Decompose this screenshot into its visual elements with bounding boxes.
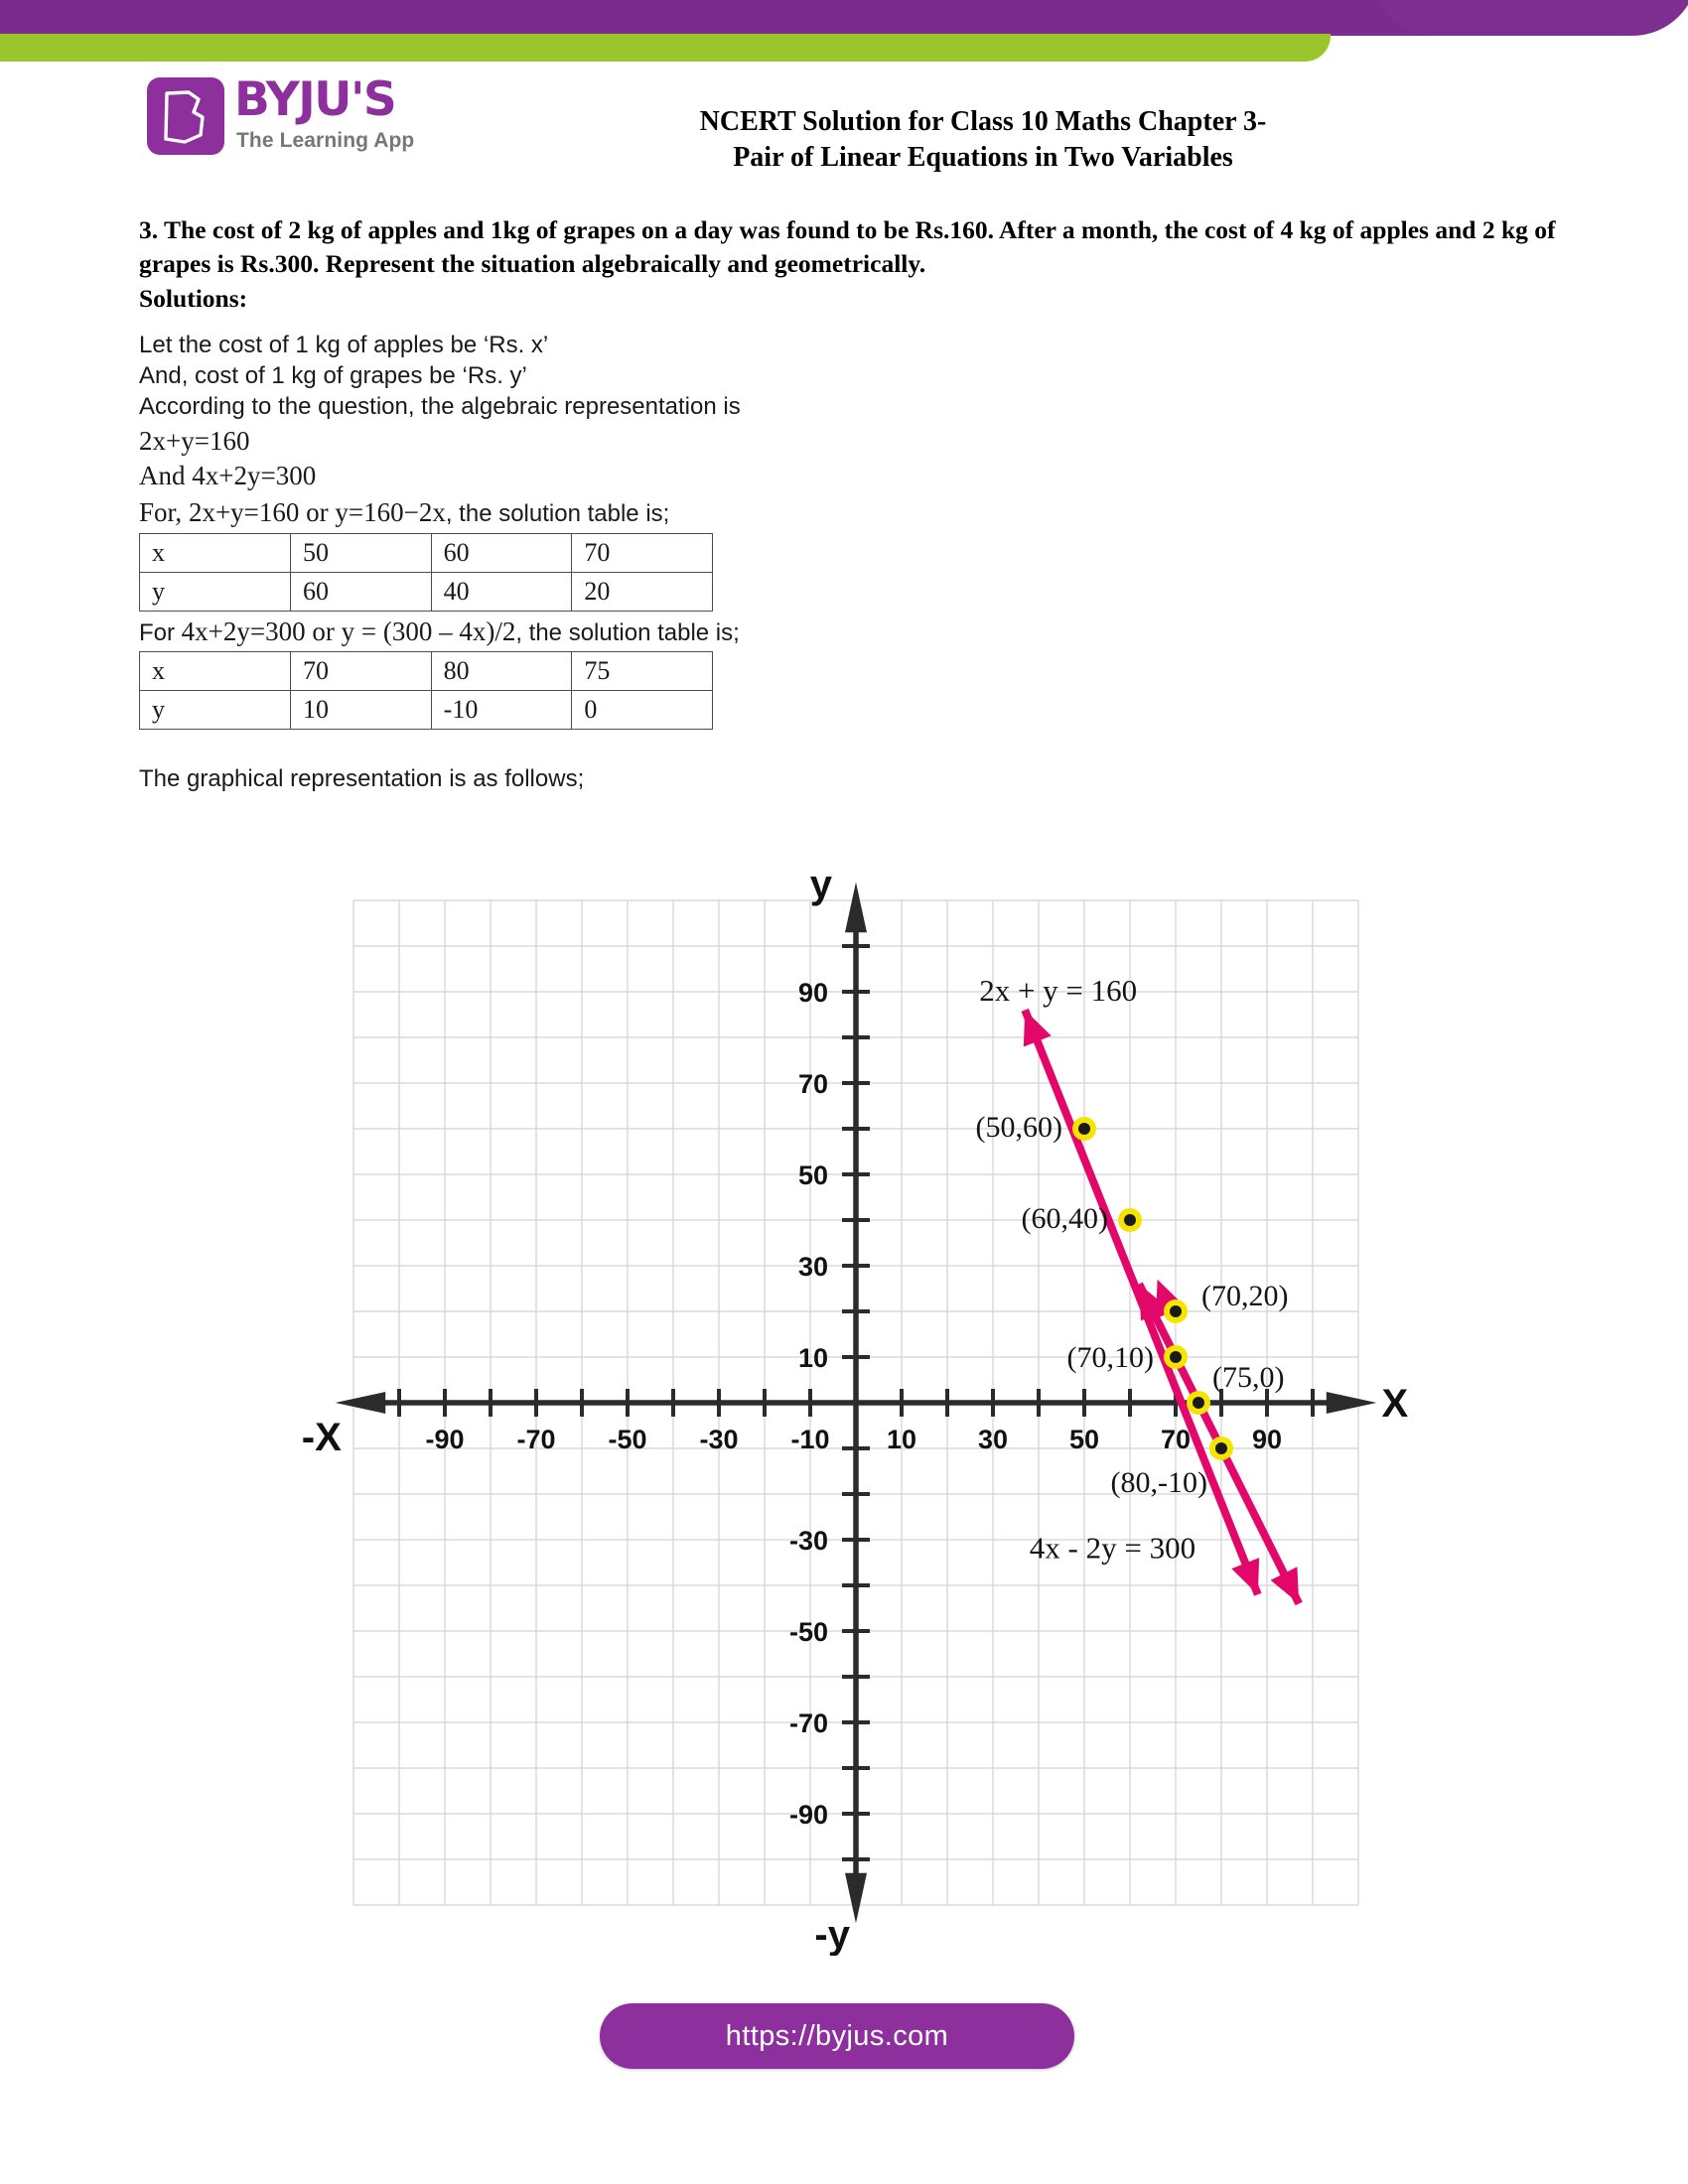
- table-1-row-0-label: x: [140, 533, 291, 572]
- solutions-heading: Solutions:: [139, 284, 248, 314]
- table-1-row-1-label: y: [140, 572, 291, 611]
- header-purple-band: [0, 0, 1579, 36]
- series-1-equation-label: 4x - 2y = 300: [1029, 1530, 1196, 1566]
- x-axis-arrow-left: [336, 1392, 386, 1414]
- y-axis-negative-label: -y: [814, 1912, 850, 1956]
- table-2-intro-b: 4x+2y=300 or y = (300 – 4x)/2: [181, 615, 516, 646]
- x-axis-negative-label: -X: [301, 1416, 342, 1459]
- x-tick-label: -70: [516, 1425, 556, 1454]
- graph-caption: The graphical representation is as follows;: [139, 764, 585, 792]
- y-axis-positive-label: y: [809, 862, 832, 906]
- table-row: [140, 572, 713, 611]
- y-tick-label: 50: [797, 1160, 828, 1190]
- solution-table-1: [139, 533, 713, 612]
- x-tick-label: -50: [608, 1425, 647, 1454]
- byjus-url-button[interactable]: https://byjus.com: [600, 2003, 1074, 2069]
- series-0-line-arrow-end: [1231, 1558, 1259, 1594]
- table-2-row-0-cell-0: 70: [291, 651, 432, 690]
- page-title-line-2: Pair of Linear Equations in Two Variables: [733, 141, 1233, 173]
- table-2-row-1-cell-2: 0: [572, 690, 713, 729]
- y-tick-label: 10: [797, 1343, 828, 1373]
- x-tick-label: 70: [1160, 1425, 1192, 1454]
- solution-content: [139, 213, 1559, 793]
- table-1-intro-c: , the solution table is;: [445, 500, 670, 528]
- table-1-intro-b: 2x+y=160 or y=160−2x: [188, 497, 446, 528]
- table-row: [140, 651, 713, 690]
- point-label-50-60: (50,60): [975, 1111, 1062, 1144]
- table-2-intro-a: For: [139, 618, 182, 646]
- x-tick-label: 10: [886, 1425, 917, 1454]
- y-tick-label: 70: [797, 1069, 828, 1099]
- series-0-line-arrow-start: [1024, 1010, 1052, 1046]
- logo-mark-icon: [147, 77, 224, 155]
- data-point: [1193, 1397, 1204, 1409]
- table-1-row-1-cell-1: 40: [431, 572, 572, 611]
- table-2-intro: [139, 614, 1559, 648]
- graph-svg: [268, 834, 1440, 1956]
- table-1-row-0-cell-0: 50: [291, 533, 432, 572]
- x-tick-label: 30: [977, 1425, 1009, 1454]
- equation-2: And 4x+2y=300: [139, 461, 317, 490]
- solution-line-3: According to the question, the algebraic representation is: [139, 393, 741, 421]
- table-2-row-0-label: x: [140, 651, 291, 690]
- table-1-row-0-cell-2: 70: [572, 533, 713, 572]
- solution-line-1: Let the cost of 1 kg of apples be ‘Rs. x’: [139, 331, 549, 358]
- equation-1: 2x+y=160: [139, 425, 250, 456]
- table-1-row-1-cell-0: 60: [291, 572, 432, 611]
- y-tick-label: -70: [788, 1708, 828, 1738]
- solution-line-2: And, cost of 1 kg of grapes be ‘Rs. y’: [139, 362, 527, 390]
- x-tick-label: -30: [699, 1425, 739, 1454]
- series-0-equation-label: 2x + y = 160: [979, 973, 1138, 1009]
- table-2-intro-c: , the solution table is;: [515, 618, 740, 646]
- table-2-row-1-cell-1: -10: [431, 690, 572, 729]
- x-tick-label: -10: [790, 1425, 830, 1454]
- table-2-row-0-cell-1: 80: [431, 651, 572, 690]
- point-label-70-10: (70,10): [1066, 1341, 1154, 1374]
- point-label-80-minus10: (80,-10): [1110, 1466, 1207, 1499]
- axes: [336, 883, 1377, 1924]
- x-tick-label: -90: [425, 1425, 465, 1454]
- page-title: [606, 104, 1360, 176]
- header-purple-band-right: [1370, 0, 1688, 36]
- x-axis-arrow-right: [1327, 1392, 1377, 1414]
- table-2-row-1-cell-0: 10: [291, 690, 432, 729]
- logo-tagline: The Learning App: [236, 129, 415, 152]
- header-green-band: [0, 34, 1331, 62]
- y-tick-label: -90: [788, 1800, 828, 1830]
- header-decoration: [0, 0, 1688, 69]
- data-point: [1215, 1442, 1227, 1454]
- x-tick-label: 50: [1068, 1425, 1100, 1454]
- question-text: 3. The cost of 2 kg of apples and 1kg of grapes on a day was found to be Rs.160. After a month, the cost of 4 kg of apples and 2 kg of grapes is Rs.300. Represent the situation algebraically and geometrically.: [139, 215, 1556, 278]
- table-1-intro-a: For,: [139, 497, 189, 528]
- logo-wordmark: BYJU'S: [234, 72, 396, 127]
- table-2-row-0-cell-2: 75: [572, 651, 713, 690]
- table-row: [140, 533, 713, 572]
- solution-table-2: [139, 651, 713, 730]
- table-1-row-1-cell-2: 20: [572, 572, 713, 611]
- data-point: [1170, 1305, 1182, 1317]
- y-tick-label: -30: [788, 1526, 828, 1556]
- data-point: [1078, 1123, 1090, 1135]
- x-axis-positive-label: X: [1381, 1382, 1409, 1426]
- y-tick-label: 30: [797, 1252, 828, 1282]
- page-title-line-1: NCERT Solution for Class 10 Maths Chapter 3-: [699, 106, 1267, 137]
- point-label-75-0: (75,0): [1212, 1361, 1285, 1394]
- y-axis-arrow-up: [845, 883, 867, 933]
- data-point: [1124, 1214, 1136, 1226]
- point-label-60-40: (60,40): [1021, 1202, 1108, 1235]
- byjus-logo: [147, 74, 425, 164]
- x-tick-label: 90: [1251, 1425, 1283, 1454]
- coordinate-graph: [268, 834, 1440, 1956]
- logo-b-letter-icon: [161, 90, 211, 144]
- y-tick-label: -50: [788, 1617, 828, 1647]
- point-label-70-20: (70,20): [1201, 1280, 1289, 1312]
- table-1-row-0-cell-1: 60: [431, 533, 572, 572]
- y-tick-label: 90: [797, 978, 828, 1008]
- point-labels: [976, 1111, 1289, 1499]
- table-2-row-1-label: y: [140, 690, 291, 729]
- table-1-intro: [139, 495, 1559, 529]
- data-point: [1170, 1351, 1182, 1363]
- table-row: [140, 690, 713, 729]
